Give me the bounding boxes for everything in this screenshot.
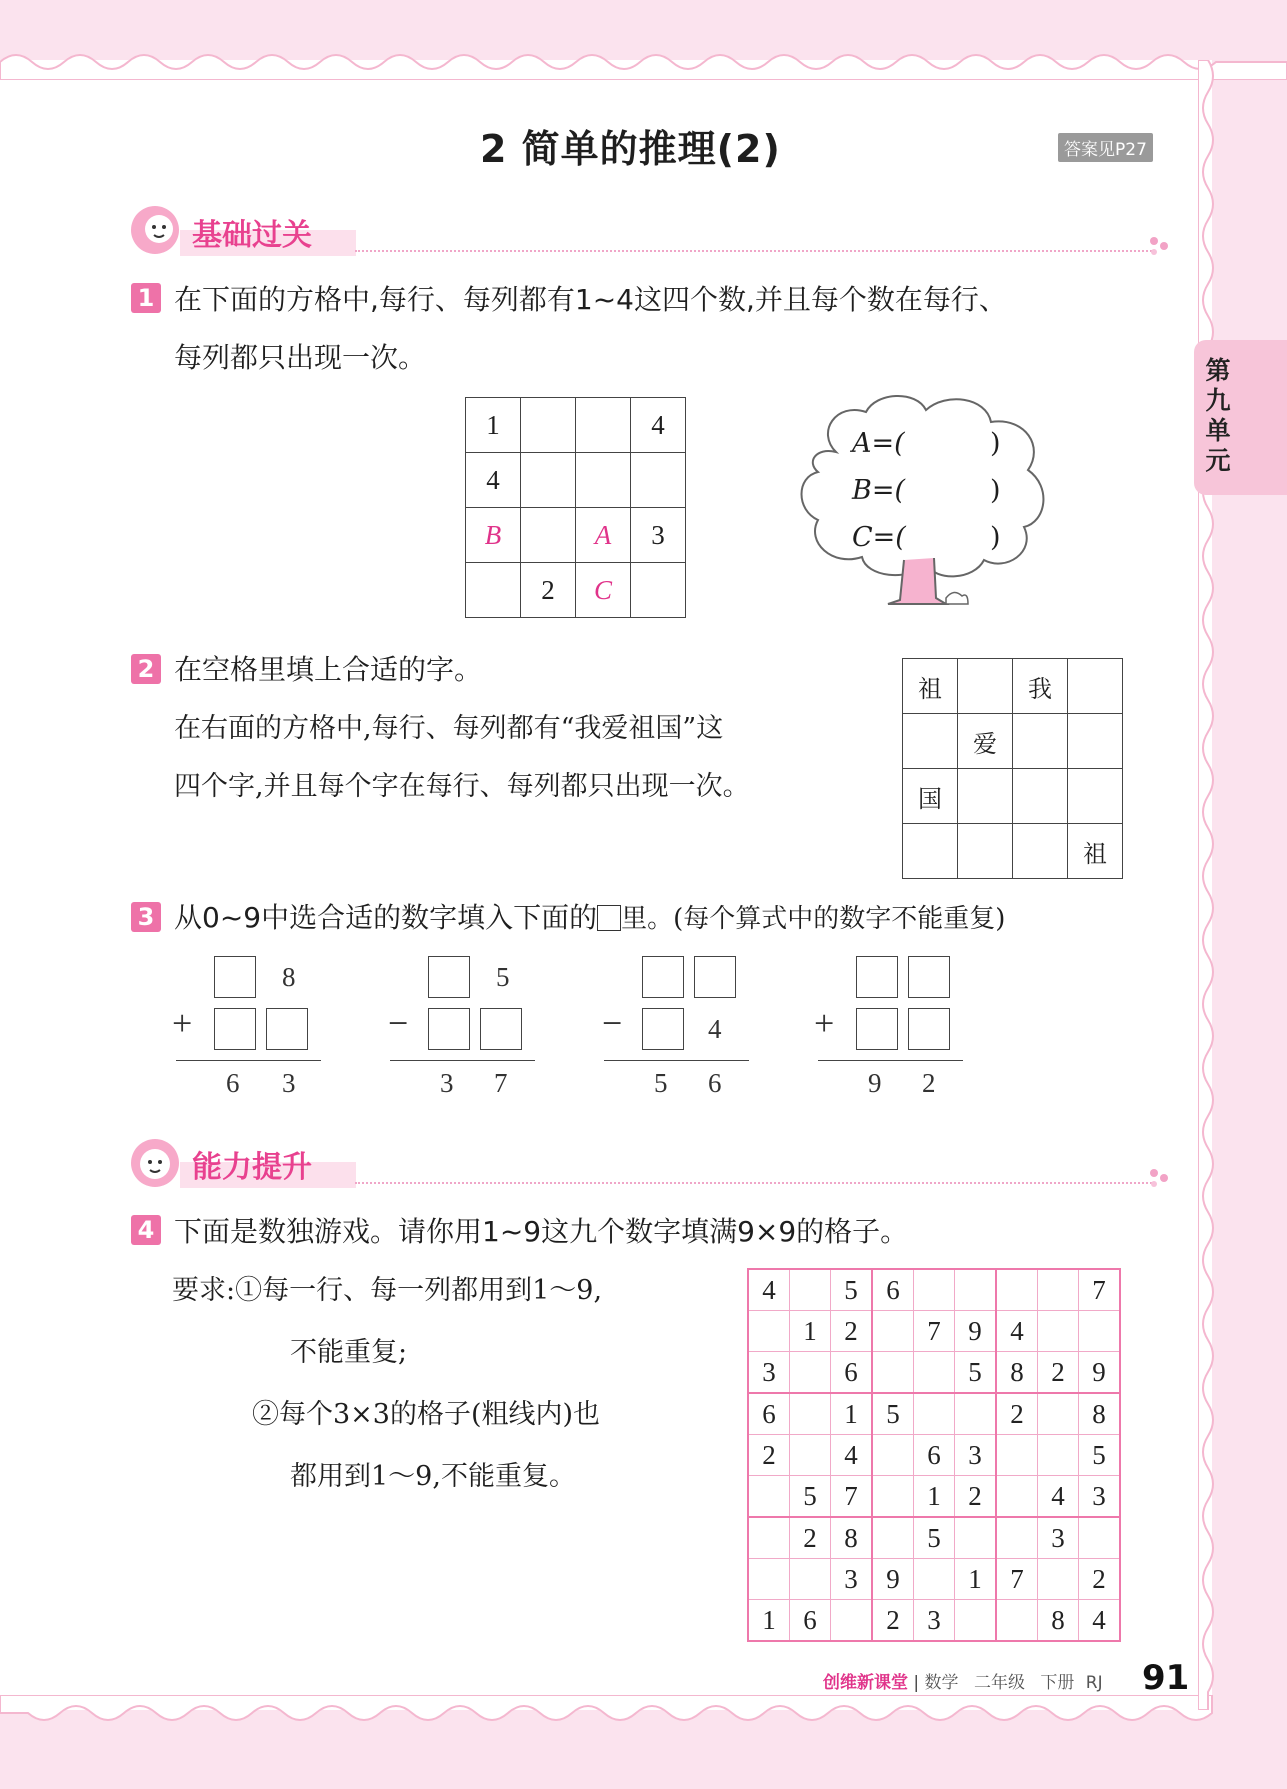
char-cell[interactable]: 国 [903, 769, 958, 824]
grid-cell[interactable] [576, 453, 631, 508]
answer-c-label: C=( [852, 522, 906, 553]
sudoku-cell[interactable] [748, 1476, 790, 1518]
top-wave-border [0, 40, 1287, 80]
answer-c-blank[interactable] [918, 522, 984, 558]
answer-a-blank[interactable] [918, 428, 984, 464]
eq3-result-ones: 6 [708, 1068, 722, 1098]
grid-cell-a[interactable]: A [576, 508, 631, 563]
answer-b-blank[interactable] [918, 475, 984, 511]
sudoku-cell[interactable]: 3 [955, 1435, 997, 1476]
sudoku-cell[interactable]: 4 [748, 1269, 790, 1311]
sudoku-cell[interactable] [748, 1559, 790, 1600]
grid-cell[interactable] [576, 398, 631, 453]
sudoku-cell[interactable] [914, 1269, 955, 1311]
eq4-result-tens: 9 [868, 1068, 882, 1098]
question-3-text-after: 里。(每个算式中的数字不能重复) [621, 904, 1006, 934]
footer-volume: 下册 [1040, 1673, 1075, 1693]
answer-a-close: ) [990, 428, 1001, 459]
answer-reference-tag: 答案见P27 [1058, 133, 1153, 162]
sudoku-cell[interactable] [872, 1476, 914, 1518]
sudoku-cell[interactable] [748, 1311, 790, 1352]
sudoku-cell[interactable] [790, 1269, 831, 1311]
eq3-result-line [604, 1060, 749, 1061]
sudoku-cell[interactable]: 2 [1038, 1352, 1079, 1394]
char-cell[interactable] [958, 824, 1013, 879]
sudoku-cell[interactable] [996, 1269, 1038, 1311]
requirement-line2: 不能重复; [290, 1337, 408, 1368]
character-grid-4x4 [902, 658, 1123, 879]
sudoku-cell[interactable]: 3 [831, 1559, 873, 1600]
eq4-operator: + [814, 1003, 835, 1043]
grid-cell[interactable] [521, 508, 576, 563]
sudoku-cell[interactable]: 4 [1079, 1600, 1121, 1642]
sudoku-cell[interactable]: 6 [748, 1393, 790, 1435]
sudoku-cell[interactable]: 5 [872, 1393, 914, 1435]
sudoku-cell[interactable]: 9 [872, 1559, 914, 1600]
digit-box[interactable] [856, 1008, 898, 1050]
sudoku-cell[interactable]: 8 [996, 1352, 1038, 1394]
sudoku-cell[interactable]: 2 [996, 1393, 1038, 1435]
section-basic-title: 基础过关 [192, 218, 312, 253]
sudoku-cell[interactable]: 9 [955, 1311, 997, 1352]
eq4-result-line [818, 1060, 963, 1061]
sudoku-grid [747, 1268, 1121, 1642]
eq1-operator: + [172, 1003, 193, 1043]
grid-cell[interactable] [521, 398, 576, 453]
question-4-text: 下面是数独游戏。请你用1~9这九个数字填满9×9的格子。 [174, 1215, 909, 1248]
sudoku-cell[interactable] [748, 1517, 790, 1559]
sudoku-cell[interactable]: 5 [790, 1476, 831, 1518]
requirement-line1: 要求:①每一行、每一列都用到1～9, [172, 1275, 603, 1306]
eq2-result-tens: 3 [440, 1068, 454, 1098]
grid-cell[interactable]: 1 [466, 398, 521, 453]
sudoku-cell[interactable]: 6 [831, 1352, 873, 1394]
sudoku-cell[interactable]: 5 [831, 1269, 873, 1311]
sudoku-cell[interactable] [790, 1559, 831, 1600]
requirement-line4: 都用到1～9,不能重复。 [290, 1461, 576, 1492]
digit-box[interactable] [642, 956, 684, 998]
char-cell[interactable]: 我 [1013, 659, 1068, 714]
grid-cell-b[interactable]: B [466, 508, 521, 563]
char-cell[interactable]: 祖 [1068, 824, 1123, 879]
question-2-desc-line2: 四个字,并且每个字在每行、每列都只出现一次。 [174, 771, 750, 802]
decor-dots-icon [1148, 236, 1172, 256]
eq4-result-ones: 2 [922, 1068, 936, 1098]
digit-box[interactable] [642, 1008, 684, 1050]
sudoku-cell[interactable]: 8 [1079, 1393, 1121, 1435]
footer-info [823, 1668, 1103, 1693]
section-advanced-title: 能力提升 [192, 1150, 312, 1185]
grid-cell[interactable] [521, 453, 576, 508]
sudoku-cell[interactable]: 1 [914, 1476, 955, 1518]
char-cell[interactable] [958, 659, 1013, 714]
sudoku-cell[interactable] [955, 1393, 997, 1435]
sudoku-cell[interactable]: 5 [955, 1352, 997, 1394]
char-cell[interactable] [903, 714, 958, 769]
question-1-text-line2: 每列都只出现一次。 [174, 341, 427, 374]
mascot-icon [128, 203, 182, 257]
sudoku-cell[interactable] [1038, 1393, 1079, 1435]
question-4-badge: 4 [131, 1215, 161, 1245]
char-cell[interactable] [958, 769, 1013, 824]
sudoku-cell[interactable]: 6 [790, 1600, 831, 1642]
section-advanced-divider [355, 1182, 1155, 1184]
digit-box[interactable] [214, 956, 256, 998]
sudoku-cell[interactable] [872, 1352, 914, 1394]
char-cell[interactable] [1013, 769, 1068, 824]
sudoku-cell[interactable]: 9 [1079, 1352, 1121, 1394]
digit-box[interactable] [856, 956, 898, 998]
digit-box[interactable] [694, 956, 736, 998]
sudoku-cell[interactable] [790, 1393, 831, 1435]
section-basic-divider [355, 250, 1155, 252]
question-2-badge: 2 [131, 654, 161, 684]
sudoku-cell[interactable]: 7 [914, 1311, 955, 1352]
grid-cell[interactable] [631, 563, 686, 618]
question-1-badge: 1 [131, 283, 161, 313]
grid-cell[interactable]: 3 [631, 508, 686, 563]
sudoku-cell[interactable]: 4 [831, 1435, 873, 1476]
question-3-badge: 3 [131, 902, 161, 932]
eq2-top-digit: 5 [496, 962, 510, 992]
sudoku-cell[interactable] [996, 1476, 1038, 1518]
footer-grade: 二年级 [973, 1673, 1025, 1693]
page-title: 2 简单的推理(2) [480, 127, 781, 171]
sudoku-cell[interactable]: 7 [996, 1559, 1038, 1600]
eq1-result-line [176, 1060, 321, 1061]
sudoku-cell[interactable] [1038, 1311, 1079, 1352]
footer-brand: 创维新课堂 [823, 1673, 908, 1693]
char-cell[interactable]: 祖 [903, 659, 958, 714]
digit-box[interactable] [428, 1008, 470, 1050]
question-2-desc-line1: 在右面的方格中,每行、每列都有“我爱祖国”这 [174, 713, 724, 744]
sudoku-cell[interactable] [914, 1393, 955, 1435]
sudoku-cell[interactable] [1038, 1269, 1079, 1311]
sudoku-cell[interactable] [955, 1517, 997, 1559]
answer-a-label: A=( [852, 428, 905, 459]
char-cell[interactable] [903, 824, 958, 879]
question-3-text [174, 896, 1005, 936]
sudoku-cell[interactable]: 1 [831, 1393, 873, 1435]
unit-tab-label: 第九单元 [1205, 356, 1231, 475]
char-cell[interactable] [1013, 714, 1068, 769]
sudoku-cell[interactable] [955, 1600, 997, 1642]
sudoku-cell[interactable] [996, 1517, 1038, 1559]
eq2-operator: − [388, 1003, 409, 1043]
grid-cell[interactable]: 4 [631, 398, 686, 453]
sudoku-cell[interactable]: 8 [831, 1517, 873, 1559]
grid-cell[interactable]: 2 [521, 563, 576, 618]
answer-c-close: ) [990, 522, 1001, 553]
sudoku-cell[interactable]: 5 [914, 1517, 955, 1559]
eq3-result-tens: 5 [654, 1068, 668, 1098]
sudoku-cell[interactable]: 3 [1038, 1517, 1079, 1559]
sudoku-cell[interactable]: 1 [790, 1311, 831, 1352]
mascot-icon [128, 1136, 182, 1190]
requirement-line3: ②每个3×3的格子(粗线内)也 [252, 1399, 601, 1430]
sudoku-cell[interactable]: 3 [748, 1352, 790, 1394]
digit-box[interactable] [480, 1008, 522, 1050]
bottom-wave-border [0, 1695, 1287, 1735]
sudoku-cell[interactable]: 4 [996, 1311, 1038, 1352]
sudoku-cell[interactable] [1079, 1517, 1121, 1559]
footer-subject: 数学 [924, 1673, 959, 1693]
sudoku-cell[interactable]: 6 [914, 1435, 955, 1476]
digit-box[interactable] [214, 1008, 256, 1050]
char-cell[interactable] [1068, 659, 1123, 714]
sudoku-cell[interactable]: 2 [831, 1311, 873, 1352]
sudoku-cell[interactable]: 3 [1079, 1476, 1121, 1518]
question-1-text-line1: 在下面的方格中,每行、每列都有1~4这四个数,并且每个数在每行、 [174, 283, 1007, 316]
digit-box[interactable] [266, 1008, 308, 1050]
sudoku-cell[interactable]: 1 [955, 1559, 997, 1600]
sudoku-cell[interactable]: 7 [1079, 1269, 1121, 1311]
sudoku-cell[interactable]: 5 [1079, 1435, 1121, 1476]
question-2-title: 在空格里填上合适的字。 [174, 653, 483, 686]
box-symbol [597, 905, 621, 931]
grid-cell[interactable] [631, 453, 686, 508]
digit-box[interactable] [428, 956, 470, 998]
sudoku-cell[interactable] [872, 1311, 914, 1352]
sudoku-cell[interactable] [872, 1517, 914, 1559]
sudoku-cell[interactable]: 6 [872, 1269, 914, 1311]
decor-dots-icon [1148, 1168, 1172, 1188]
sudoku-cell[interactable]: 7 [831, 1476, 873, 1518]
char-cell[interactable]: 爱 [958, 714, 1013, 769]
page-number: 91 [1142, 1658, 1190, 1698]
sudoku-cell[interactable] [790, 1352, 831, 1394]
eq2-result-line [390, 1060, 535, 1061]
eq1-result-tens: 6 [226, 1068, 240, 1098]
footer-edition: RJ [1085, 1673, 1103, 1693]
answer-b-close: ) [990, 475, 1001, 506]
sudoku-cell[interactable]: 8 [1038, 1600, 1079, 1642]
sudoku-cell[interactable] [914, 1559, 955, 1600]
eq3-mid-digit: 4 [708, 1014, 722, 1044]
sudoku-cell[interactable] [955, 1269, 997, 1311]
sudoku-cell[interactable] [872, 1435, 914, 1476]
sudoku-cell[interactable]: 2 [748, 1435, 790, 1476]
eq3-operator: − [602, 1003, 623, 1043]
sudoku-cell[interactable]: 2 [872, 1600, 914, 1642]
footer-separator: | [913, 1673, 920, 1693]
sudoku-cell[interactable] [914, 1352, 955, 1394]
sudoku-cell[interactable] [1038, 1435, 1079, 1476]
question-3-text-before: 从0~9中选合适的数字填入下面的 [174, 901, 598, 934]
eq1-result-ones: 3 [282, 1068, 296, 1098]
grid-cell-c[interactable]: C [576, 563, 631, 618]
right-wave-border [1198, 60, 1222, 1710]
sudoku-cell[interactable] [1038, 1559, 1079, 1600]
sudoku-cell[interactable] [996, 1435, 1038, 1476]
sudoku-cell[interactable] [790, 1435, 831, 1476]
sudoku-cell[interactable]: 2 [1079, 1559, 1121, 1600]
grid-cell[interactable]: 4 [466, 453, 521, 508]
sudoku-cell[interactable]: 3 [914, 1600, 955, 1642]
char-cell[interactable] [1068, 714, 1123, 769]
char-cell[interactable] [1068, 769, 1123, 824]
char-cell[interactable] [1013, 824, 1068, 879]
sudoku-cell[interactable]: 4 [1038, 1476, 1079, 1518]
eq1-top-digit: 8 [282, 962, 296, 992]
digit-box[interactable] [908, 1008, 950, 1050]
eq2-result-ones: 7 [494, 1068, 508, 1098]
sudoku-cell[interactable] [831, 1600, 873, 1642]
number-grid-4x4 [465, 397, 686, 618]
sudoku-cell[interactable] [1079, 1311, 1121, 1352]
grid-cell[interactable] [466, 563, 521, 618]
digit-box[interactable] [908, 956, 950, 998]
sudoku-cell[interactable]: 2 [955, 1476, 997, 1518]
sudoku-cell[interactable]: 1 [748, 1600, 790, 1642]
sudoku-cell[interactable] [996, 1600, 1038, 1642]
answer-b-label: B=( [852, 475, 905, 506]
sudoku-cell[interactable]: 2 [790, 1517, 831, 1559]
